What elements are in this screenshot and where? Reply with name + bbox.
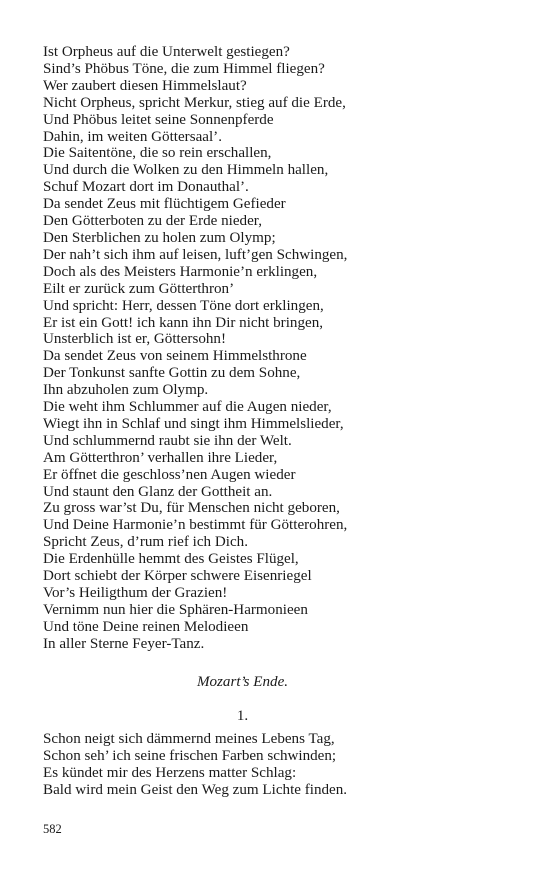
- verse-line: Und durch die Wolken zu den Himmeln hallen,: [43, 162, 329, 179]
- verse-line: Dahin, im weiten Göttersaal’.: [43, 128, 222, 145]
- verse-line: Und staunt den Glanz der Gottheit an.: [43, 483, 273, 500]
- poem-second-part: [43, 731, 513, 799]
- verse-line: Die Saitentöne, die so rein erschallen,: [43, 145, 272, 162]
- verse-line: Und spricht: Herr, dessen Töne dort erklingen,: [43, 297, 324, 314]
- verse-line: In aller Sterne Feyer-Tanz.: [43, 635, 205, 652]
- section-number: 1.: [236, 708, 249, 724]
- verse-line: Er öffnet die geschloss’nen Augen wieder: [43, 466, 296, 483]
- verse-line: Schon neigt sich dämmernd meines Lebens Tag,: [43, 731, 335, 747]
- verse-line: Die weht ihm Schlummer auf die Augen nieder,: [43, 399, 332, 416]
- verse-line: Da sendet Zeus von seinem Himmelsthrone: [43, 348, 307, 365]
- verse-line: Am Götterthron’ verhallen ihre Lieder,: [43, 449, 278, 466]
- verse-line: Unsterblich ist er, Göttersohn!: [43, 331, 226, 348]
- verse-line: Vor’s Heiligthum der Grazien!: [43, 585, 228, 601]
- verse-line: Vernimm nun hier die Sphären-Harmonieen: [43, 601, 308, 618]
- verse-line: Wiegt ihn in Schlaf und singt ihm Himmelslieder,: [43, 415, 344, 432]
- verse-line: Und schlummernd raubt sie ihn der Welt.: [43, 432, 292, 449]
- verse-line: Und Deine Harmonie’n bestimmt für Götterohren,: [43, 517, 348, 534]
- verse-line: Und Phöbus leitet seine Sonnenpferde: [43, 111, 274, 128]
- page-number: 582: [43, 822, 62, 836]
- verse-line: Spricht Zeus, d’rum rief ich Dich.: [43, 534, 248, 551]
- verse-line: Nicht Orpheus, spricht Merkur, stieg auf die Erde,: [43, 94, 346, 111]
- verse-line: Dort schiebt der Körper schwere Eisenriegel: [43, 568, 312, 585]
- verse-line: Schon seh’ ich seine frischen Farben schwinden;: [43, 747, 337, 764]
- verse-line: Doch als des Meisters Harmonie’n erklingen,: [43, 263, 318, 280]
- verse-line: Schuf Mozart dort im Donauthal’.: [43, 179, 249, 196]
- verse-line: Sind’s Phöbus Töne, die zum Himmel fliegen?: [43, 60, 325, 77]
- verse-line: Der nah’t sich ihm auf leisen, luft’gen Schwingen,: [43, 246, 348, 263]
- verse-line: Und töne Deine reinen Melodieen: [43, 618, 249, 635]
- verse-line: Ist Orpheus auf die Unterwelt gestiegen?: [43, 44, 290, 60]
- verse-line: Die Erdenhülle hemmt des Geistes Flügel,: [43, 551, 299, 568]
- verse-line: Wer zaubert diesen Himmelslaut?: [43, 77, 247, 94]
- verse-line: Den Götterboten zu der Erde nieder,: [43, 213, 262, 230]
- verse-line: Da sendet Zeus mit flüchtigem Gefieder: [43, 196, 286, 213]
- verse-line: Ihn abzuholen zum Olymp.: [43, 382, 209, 399]
- verse-line: Er ist ein Gott! ich kann ihn Dir nicht bringen,: [43, 314, 324, 331]
- poem-first-part: [43, 44, 513, 653]
- verse-line: Es kündet mir des Herzens matter Schlag:: [43, 764, 297, 781]
- verse-line: Der Tonkunst sanfte Gottin zu dem Sohne,: [43, 365, 301, 382]
- verse-line: Den Sterblichen zu holen zum Olymp;: [43, 229, 276, 246]
- verse-line: Eilt er zurück zum Götterthron’: [43, 280, 235, 297]
- section-title: Mozart’s Ende.: [196, 674, 289, 690]
- verse-line: Zu gross war’st Du, für Menschen nicht geboren,: [43, 500, 340, 517]
- verse-line: Bald wird mein Geist den Weg zum Lichte finden.: [43, 781, 348, 798]
